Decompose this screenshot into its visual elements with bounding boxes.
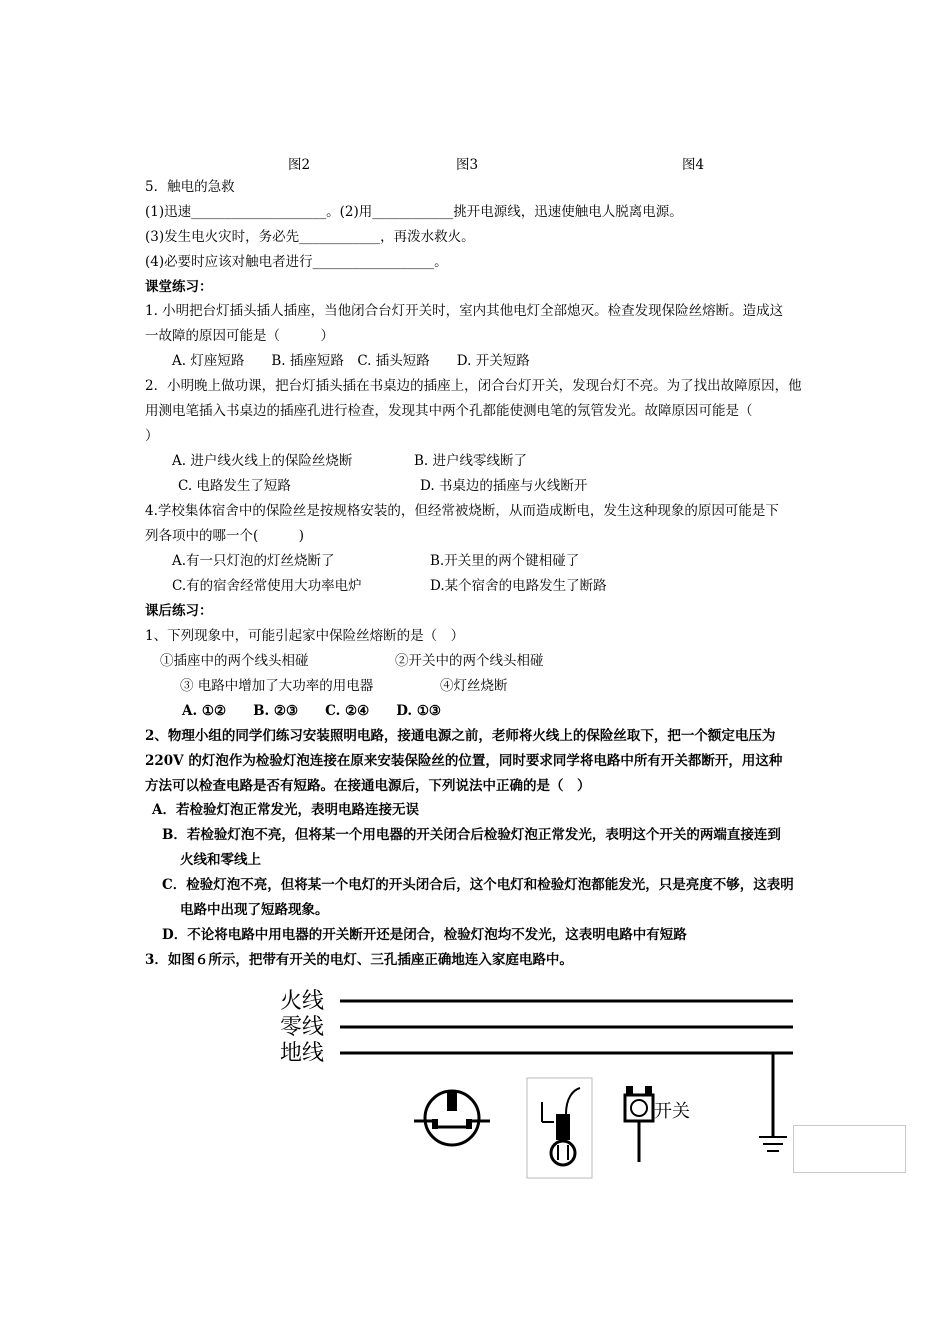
- section5-line1: (1)迅速____________________。(2)用____________挑开电源线，迅速使触电人脱离电源。: [145, 204, 683, 220]
- lamp-icon: [527, 1078, 592, 1178]
- classwork-q4-option-b: B.开关里的两个键相碰了: [430, 553, 580, 569]
- figure-caption-2: 图2: [288, 157, 311, 173]
- classwork-q4-line2: 列各项中的哪一个( ): [145, 528, 305, 544]
- homework-q2-option-c-line1: C．检验灯泡不亮，但将某一个电灯的开头闭合后，这个电灯和检验灯泡都能发光，只是亮度不够，这表明: [162, 877, 794, 893]
- circuit-diagram: [270, 980, 810, 1190]
- classwork-heading: 课堂练习：: [145, 279, 213, 295]
- homework-q1-item4: ④灯丝烧断: [440, 678, 508, 694]
- section5-title: 5．触电的急救: [145, 179, 235, 195]
- classwork-q1-line2: 一故障的原因可能是（ ）: [145, 328, 334, 344]
- classwork-q4-line1: 4.学校集体宿舍中的保险丝是按规格安装的，但经常被烧断，从而造成断电，发生这种现象的原因可能是下: [145, 503, 779, 519]
- ground-wire-label: 地线: [280, 1041, 325, 1066]
- classwork-q2-line2: 用测电笔插入书桌边的插座孔进行检查，发现其中两个孔都能使测电笔的氖管发光。故障原因可能是（: [145, 403, 753, 419]
- figure-caption-4: 图4: [682, 157, 705, 173]
- homework-q2-option-a: A．若检验灯泡正常发光，表明电路连接无误: [152, 802, 419, 818]
- section5-line3: (4)必要时应该对触电者进行__________________。: [145, 254, 448, 270]
- ground-symbol-icon: [759, 1053, 787, 1151]
- figure-caption-3: 图3: [456, 157, 479, 173]
- homework-q1: 1、下列现象中，可能引起家中保险丝熔断的是（ ）: [145, 628, 465, 644]
- classwork-q2-line3: ）: [145, 428, 159, 444]
- homework-q1-options: A. ①② B. ②③ C. ②④ D. ①③: [182, 703, 442, 719]
- section5-line2: (3)发生电火灾时，务必先____________，再泼水救火。: [145, 229, 475, 245]
- classwork-q4-option-c: C.有的宿舍经常使用大功率电炉: [172, 578, 362, 594]
- homework-q2-option-b-line1: B．若检验灯泡不亮，但将某一个用电器的开关闭合后检验灯泡正常发光，表明这个开关的两端直接连到: [162, 827, 781, 843]
- classwork-q1-line1: 1. 小明把台灯插头插人插座，当他闭合台灯开关时，室内其他电灯全部熄灭。检查发现保险丝熔断。造成这: [145, 303, 784, 319]
- switch-label: 开关: [654, 1101, 690, 1122]
- three-hole-socket-icon: [414, 1091, 490, 1145]
- answer-box: [793, 1125, 906, 1173]
- switch-icon: [625, 1086, 653, 1162]
- classwork-q2-line1: 2．小明晚上做功课，把台灯插头插在书桌边的插座上，闭合台灯开关，发现台灯不亮。为了找出故障原因，他: [145, 378, 802, 394]
- homework-q2-line2: 220V 的灯泡作为检验灯泡连接在原来安装保险丝的位置，同时要求同学将电路中所有开关都断开，用这种: [145, 753, 783, 769]
- classwork-q2-option-b: B. 进户线零线断了: [414, 453, 528, 469]
- homework-heading: 课后练习：: [145, 603, 213, 619]
- homework-q1-item1: ①插座中的两个线头相碰: [160, 653, 309, 669]
- classwork-q4-option-a: A.有一只灯泡的灯丝烧断了: [172, 553, 335, 569]
- classwork-q2-option-a: A. 进户线火线上的保险丝烧断: [172, 453, 353, 469]
- classwork-q2-option-c: C. 电路发生了短路: [178, 478, 291, 494]
- classwork-q2-option-d: D. 书桌边的插座与火线断开: [420, 478, 588, 494]
- homework-q2-option-b-line2: 火线和零线上: [180, 852, 261, 868]
- live-wire-label: 火线: [280, 989, 325, 1014]
- homework-q1-item2: ②开关中的两个线头相碰: [395, 653, 544, 669]
- homework-q2-option-d: D．不论将电路中用电器的开关断开还是闭合，检验灯泡均不发光，这表明电路中有短路: [162, 927, 687, 943]
- homework-q3: 3．如图６所示，把带有开关的电灯、三孔插座正确地连入家庭电路中。: [145, 952, 573, 968]
- homework-q2-line1: 2、物理小组的同学们练习安装照明电路，接通电源之前，老师将火线上的保险丝取下，把一个额定电压为: [145, 728, 776, 744]
- homework-q1-item3: ③ 电路中增加了大功率的用电器: [180, 678, 374, 694]
- homework-q2-line3: 方法可以检查电路是否有短路。在接通电源后，下列说法中正确的是（ ）: [145, 778, 591, 794]
- classwork-q4-option-d: D.某个宿舍的电路发生了断路: [430, 578, 607, 594]
- classwork-q1-options: A. 灯座短路 B. 插座短路 C. 插头短路 D. 开关短路: [172, 353, 530, 369]
- neutral-wire-label: 零线: [280, 1015, 325, 1040]
- homework-q2-option-c-line2: 电路中出现了短路现象。: [180, 902, 329, 918]
